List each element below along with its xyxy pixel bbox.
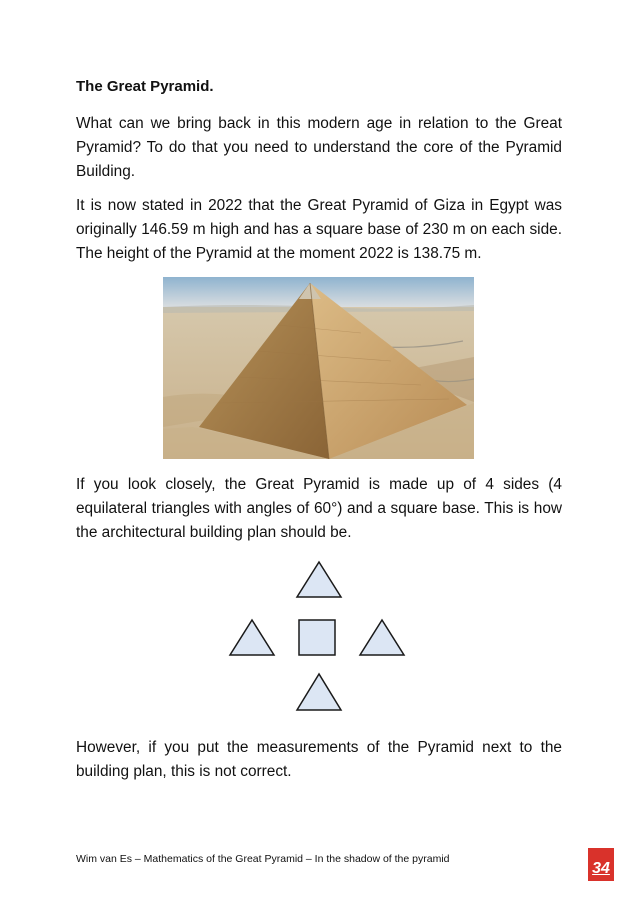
plan-triangle-top: [297, 562, 341, 597]
great-pyramid-photo: [163, 277, 474, 459]
plan-triangle-left: [230, 620, 274, 655]
footer-text: Wim van Es – Mathematics of the Great Pyramid – In the shadow of the pyramid: [76, 853, 450, 865]
paragraph-conclusion: However, if you put the measurements of the Pyramid next to the building plan, this is not correct.: [76, 739, 562, 780]
building-plan-drawing: [226, 556, 408, 714]
paragraph-dimensions: It is now stated in 2022 that the Great Pyramid of Giza in Egypt was originally 146.59 m high and has a square base of 230 m on each side. The height of the Pyramid at the moment 2022 is 138.75 m.: [76, 197, 562, 262]
page-number-badge: [588, 848, 614, 881]
pyramid-photo-drawing: [163, 277, 474, 459]
page-number: 34: [592, 860, 610, 877]
section-heading: The Great Pyramid.: [76, 78, 214, 95]
plan-triangle-right: [360, 620, 404, 655]
paragraph-observation: If you look closely, the Great Pyramid is made up of 4 sides (4 equilateral triangles with angles of 60°) and a square base. This is how the architectural building plan should be.: [76, 476, 562, 541]
plan-triangle-bottom: [297, 674, 341, 710]
paragraph-intro: What can we bring back in this modern age in relation to the Great Pyramid? To do that you need to understand the core of the Pyramid Building.: [76, 115, 562, 180]
plan-square-base: [299, 620, 335, 655]
building-plan-diagram: [226, 556, 408, 714]
